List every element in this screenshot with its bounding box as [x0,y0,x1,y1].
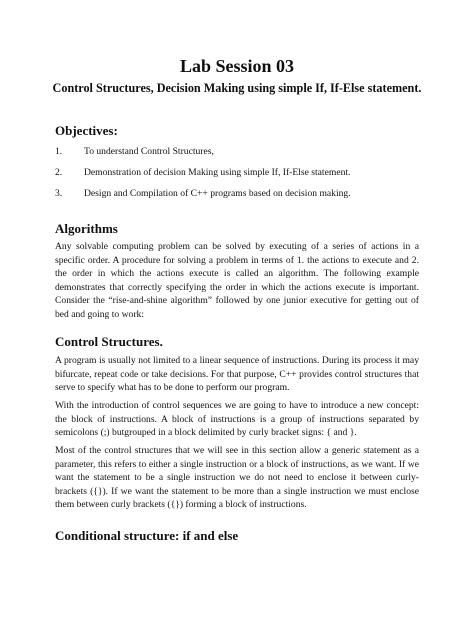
algorithms-heading: Algorithms [55,221,118,236]
algorithms-paragraph: Any solvable computing problem can be solved by executing of a series of actions in a specific order. A procedure for solving a problem in terms of 1. the actions to execute and 2. the order in which the actions execute is called an algorithm. The following example demonstrates that correctly specifying the order in which the actions execute is important. Consider the “rise-and-shine algorithm” followed by one junior executive for getting out of bed and going to work: [55,241,419,320]
control-structures-paragraph-3: Most of the control structures that we will see in this section allow a generic statement as a parameter, this refers to either a single instruction or a block of instructions, as we want. If we want the statement to be a single instruction we do not need to enclose it between curly-brackets ({}). If we want the statement to be more than a single instruction we must enclose them between curly brackets ({}) forming a block of instructions. [55,445,419,511]
list-item [55,188,435,209]
list-number: 1. [55,146,63,157]
control-structures-paragraph-1: A program is usually not limited to a linear sequence of instructions. During its process it may bifurcate, repeat code or take decisions. For that purpose, C++ provides control structures that serve to specify what has to be done to perform our program. [55,355,419,394]
list-number: 3. [55,188,63,199]
list-text: To understand Control Structures, [84,146,214,157]
conditional-heading: Conditional structure: if and else [55,528,239,543]
list-text: Demonstration of decision Making using simple If, If-Else statement. [84,167,351,178]
page-subtitle: Control Structures, Decision Making using simple If, If-Else statement. [52,81,422,95]
control-structures-heading: Control Structures. [55,334,163,349]
list-item [55,167,435,188]
objectives-heading: Objectives: [55,123,118,138]
control-structures-paragraph-2: With the introduction of control sequences we are going to have to introduce a new concept: the block of instructions. A block of instructions is a group of instructions separated by semicolons (;) butgrouped in a block delimited by curly bracket signs: { and }. [55,400,419,439]
page-title: Lab Session 03 [179,56,295,76]
list-text: Design and Compilation of C++ programs based on decision making. [84,188,351,199]
list-number: 2. [55,167,63,178]
list-item [55,146,435,167]
objectives-list [55,146,435,209]
